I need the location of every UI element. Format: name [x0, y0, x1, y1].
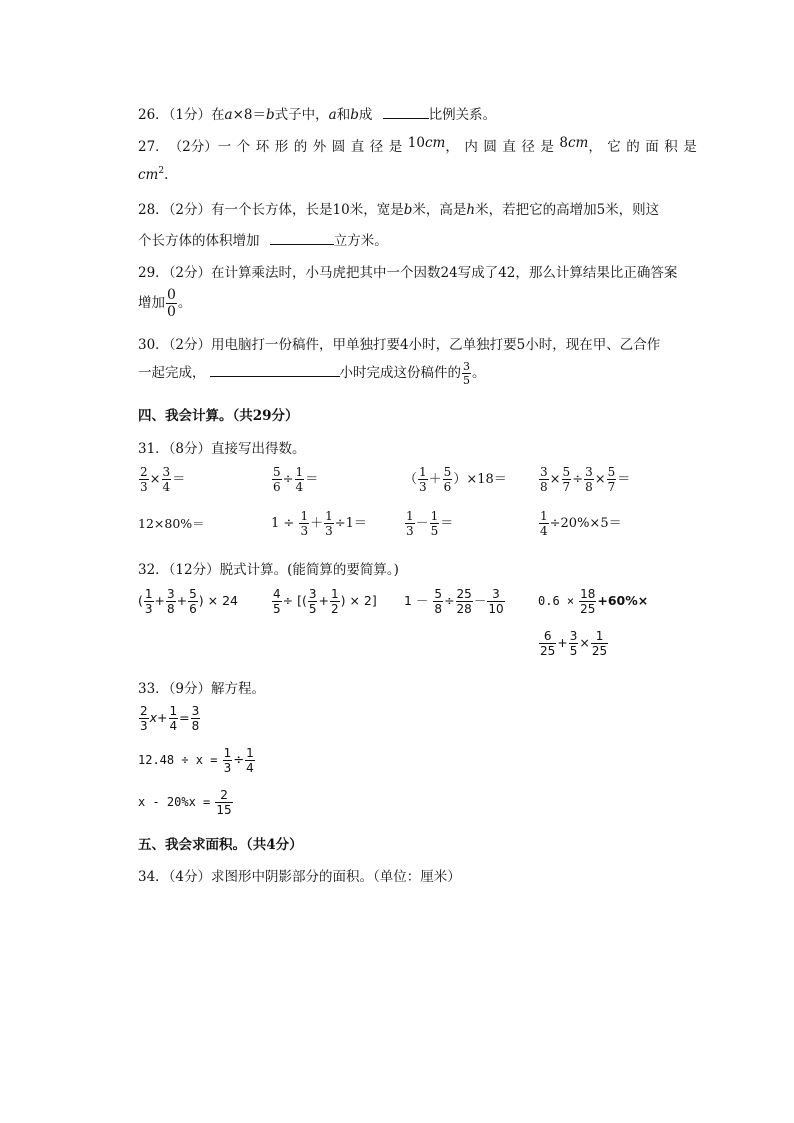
- numerator: 1: [540, 509, 548, 523]
- fraction: [215, 789, 232, 816]
- fraction: [169, 705, 179, 732]
- equals: ＝: [617, 472, 631, 487]
- denominator: 8: [585, 480, 593, 494]
- expression-mid: ÷ [(: [282, 593, 307, 608]
- denominator: 6: [189, 602, 197, 616]
- q30-text: 用电脑打一份稿件，甲单独打要4小时，乙单独打要5小时，现在甲、乙合作: [211, 337, 661, 353]
- denominator: 5: [569, 644, 578, 658]
- fraction: [139, 466, 149, 493]
- numerator: 1: [223, 746, 232, 760]
- q26-text: 成: [358, 107, 373, 123]
- q27-unit-line: [138, 166, 168, 183]
- q31-item-2: [271, 466, 318, 493]
- fraction: [166, 288, 177, 319]
- fraction: [584, 466, 594, 493]
- fraction: [539, 466, 549, 493]
- fraction: [191, 705, 201, 732]
- q28-line2: [138, 229, 388, 249]
- operator: +: [318, 593, 329, 608]
- operator: +: [176, 593, 188, 608]
- numerator: 1: [330, 587, 339, 601]
- var-b: b: [266, 107, 275, 123]
- fraction: [539, 510, 549, 537]
- q29-number: 29．: [138, 265, 169, 281]
- fraction: [562, 466, 572, 493]
- q26-text: ×8＝: [232, 107, 266, 123]
- q27-number: 27．: [138, 139, 169, 155]
- q28-text: 米，高是: [412, 202, 467, 218]
- numerator: 5: [189, 587, 197, 601]
- fraction: [139, 705, 149, 732]
- q32-expr-4-line2: [538, 630, 609, 657]
- denominator: 3: [300, 524, 309, 538]
- denominator: 3: [406, 524, 414, 538]
- fraction: [272, 466, 282, 493]
- expression-prefix: x - 20%x =: [138, 795, 211, 809]
- denominator: 28: [456, 602, 472, 616]
- numerator: 5: [273, 465, 281, 479]
- q28-text: 米，若把它的高增加5米，则这: [475, 202, 660, 218]
- fraction: [330, 588, 340, 615]
- q27-text: 一个环形的外圆直径是: [217, 139, 408, 155]
- q30-text: 。: [472, 365, 486, 381]
- equals: =: [179, 710, 190, 725]
- fraction: [579, 588, 596, 615]
- answer-blank[interactable]: [383, 106, 429, 119]
- numerator: 5: [434, 587, 443, 601]
- expression-mid: +60%×: [597, 593, 649, 608]
- var-x: x: [149, 710, 158, 725]
- fraction: [607, 466, 617, 493]
- exponent: 2: [158, 166, 165, 176]
- q30-line2: [138, 361, 486, 386]
- numerator: 5: [443, 465, 452, 479]
- denominator: 4: [295, 480, 304, 494]
- q31-item-5: 12×80%＝: [138, 516, 205, 531]
- denominator: 5: [430, 524, 439, 538]
- equals: ＝: [440, 516, 454, 531]
- operator: ÷: [233, 753, 245, 768]
- section-5-heading: 五、我会求面积。（共4分）: [138, 837, 303, 853]
- paren: ）: [453, 472, 467, 487]
- expression-tail: ÷1＝: [334, 516, 367, 531]
- numerator: 5: [607, 465, 616, 479]
- numerator: 6: [543, 629, 552, 643]
- numerator: 1: [295, 465, 304, 479]
- denominator: 5: [273, 602, 281, 616]
- var-a: a: [328, 107, 337, 123]
- denominator: 5: [463, 374, 470, 387]
- fraction: [405, 510, 415, 537]
- numerator: 3: [191, 704, 200, 718]
- denominator: 25: [591, 644, 608, 658]
- denominator: 3: [144, 602, 153, 616]
- numerator: 1: [419, 465, 427, 479]
- denominator: 3: [419, 480, 427, 494]
- numerator: 3: [492, 587, 500, 601]
- numerator: 1: [169, 704, 178, 718]
- paren: (: [138, 593, 143, 608]
- var-b: b: [403, 202, 413, 218]
- question-28: [138, 198, 659, 218]
- denominator: 25: [580, 602, 596, 616]
- operator: ＋: [428, 472, 442, 487]
- q28-score: （2分）: [168, 202, 212, 218]
- q33-heading: 33．（9分）解方程。: [138, 681, 266, 697]
- q31-item-6: [271, 510, 367, 537]
- q32-expr-4-line1: [538, 588, 648, 615]
- operator: －: [415, 516, 429, 531]
- q30-number: 30．: [138, 337, 169, 353]
- expression-tail: ×18＝: [466, 472, 507, 487]
- operator: ×: [594, 472, 606, 487]
- q28-text: 立方米。: [333, 233, 388, 249]
- unit-cm: cm: [424, 135, 446, 151]
- expression-tail: ) × 2]: [340, 593, 377, 608]
- operator: ＋: [310, 516, 324, 531]
- q33-equation-2: [138, 747, 256, 774]
- expression-tail: × 24: [207, 593, 239, 608]
- numerator: 3: [585, 465, 593, 479]
- fraction: [443, 466, 453, 493]
- fraction: [272, 588, 282, 615]
- equals: ＝: [305, 472, 319, 487]
- q27-text: ，它的面积是: [588, 139, 703, 155]
- denominator: 3: [140, 480, 148, 494]
- denominator: 7: [607, 480, 616, 494]
- numerator: 5: [562, 465, 571, 479]
- question-34: 34．（4分）求图形中阴影部分的面积。（单位：厘米）: [138, 869, 461, 885]
- q29-text: 。: [177, 295, 192, 311]
- expression-prefix: 1 －: [404, 593, 429, 608]
- fraction: [144, 588, 154, 615]
- fraction: [430, 510, 440, 537]
- fraction: [324, 510, 334, 537]
- var-b: b: [350, 107, 359, 123]
- denominator: 0: [167, 304, 176, 320]
- numerator: 3: [308, 587, 317, 601]
- denominator: 3: [325, 524, 333, 538]
- expression-prefix: 0.6 ×: [538, 594, 575, 608]
- question-29: [138, 261, 677, 281]
- q31-heading: 31．（8分）直接写出得数。: [138, 441, 306, 457]
- numerator: 1: [300, 509, 309, 523]
- paren: （: [404, 472, 418, 487]
- var-h: h: [466, 202, 476, 218]
- answer-blank[interactable]: [270, 232, 334, 245]
- operator: －: [473, 593, 487, 608]
- fraction: [539, 630, 556, 657]
- expression-tail: ÷20%×5＝: [549, 516, 622, 531]
- fraction: [418, 466, 428, 493]
- q27-inner-diameter: [559, 135, 588, 155]
- q27-text: .: [164, 167, 169, 183]
- denominator: 8: [167, 602, 175, 616]
- unit-cm: cm: [567, 135, 589, 151]
- fraction: [188, 588, 198, 615]
- numerator: 1: [406, 509, 414, 523]
- denominator: 15: [216, 803, 232, 817]
- q27-value: 8: [559, 135, 568, 151]
- numerator: 4: [273, 587, 281, 601]
- equals: ＝: [172, 472, 186, 487]
- q33-equation-1: [138, 705, 201, 732]
- question-27: [138, 135, 703, 155]
- q31-item-7: [404, 510, 453, 537]
- q29-text: 在计算乘法时，小马虎把其中一个因数24写成了42，那么计算结果比正确答案: [211, 265, 678, 281]
- question-26: [138, 103, 496, 123]
- numerator: 1: [246, 746, 254, 760]
- q30-text: 小时完成这份稿件的: [339, 365, 461, 381]
- q28-text: 个长方体的体积增加: [138, 233, 260, 249]
- fraction: [591, 630, 608, 657]
- q32-expr-3: [404, 588, 506, 615]
- denominator: 6: [273, 480, 281, 494]
- q26-text: 式子中，: [274, 107, 329, 123]
- paren: ): [198, 593, 204, 608]
- q30-score: （2分）: [168, 337, 212, 353]
- var-a: a: [224, 107, 233, 123]
- fraction: [456, 588, 473, 615]
- q26-text: 和: [336, 107, 351, 123]
- denominator: 2: [330, 602, 339, 616]
- q27-value: 10: [407, 135, 425, 151]
- fraction: [166, 588, 176, 615]
- q30-text: 一起完成，: [138, 365, 206, 381]
- operator: ×: [579, 635, 590, 650]
- denominator: 5: [308, 602, 317, 616]
- q29-line2: [138, 288, 191, 319]
- fraction: [162, 466, 172, 493]
- denominator: 3: [140, 719, 148, 733]
- q27-outer-diameter: [408, 135, 446, 155]
- denominator: 8: [191, 719, 200, 733]
- q27-text: ，内圆直径是: [445, 139, 560, 155]
- numerator: 18: [580, 587, 596, 601]
- denominator: 7: [562, 480, 571, 494]
- q26-score: （1分）: [168, 107, 212, 123]
- denominator: 4: [540, 524, 548, 538]
- expression-prefix: 12.48 ÷ x =: [138, 753, 218, 767]
- denominator: 4: [162, 480, 171, 494]
- operator: +: [154, 593, 166, 608]
- q31-item-8: [538, 510, 622, 537]
- fraction: [487, 588, 504, 615]
- fraction: [569, 630, 579, 657]
- denominator: 4: [246, 761, 254, 775]
- operator: +: [557, 635, 568, 650]
- numerator: 2: [140, 704, 148, 718]
- q32-expr-2: [271, 588, 377, 615]
- fraction: [433, 588, 443, 615]
- numerator: 3: [540, 465, 548, 479]
- q32-heading: 32．（12分）脱式计算。(能简算的要简算。): [138, 562, 399, 578]
- q28-text: 有一个长方体，长是10米，宽是: [211, 202, 404, 218]
- answer-blank[interactable]: [210, 364, 340, 377]
- operator: ÷: [444, 593, 455, 608]
- q29-score: （2分）: [168, 265, 212, 281]
- operator: ÷: [572, 472, 584, 487]
- q26-text: 在: [211, 107, 225, 123]
- numerator: 3: [569, 629, 578, 643]
- numerator: 1: [430, 509, 439, 523]
- fraction: [299, 510, 309, 537]
- operator: +: [157, 710, 168, 725]
- section-4-heading: 四、我会计算。（共29分）: [138, 408, 299, 424]
- q26-text: 比例关系。: [428, 107, 497, 123]
- denominator: 25: [540, 644, 556, 658]
- q29-text: 增加: [138, 295, 165, 311]
- q31-item-3: [404, 466, 507, 493]
- numerator: 1: [325, 509, 333, 523]
- fraction: [462, 361, 471, 386]
- fraction: [308, 588, 318, 615]
- operator: ÷: [282, 472, 294, 487]
- denominator: 8: [434, 602, 443, 616]
- q32-expr-1: [138, 588, 238, 615]
- q28-number: 28．: [138, 202, 169, 218]
- denominator: 10: [488, 602, 504, 616]
- numerator: 2: [220, 788, 228, 802]
- q31-item-4: [538, 466, 630, 493]
- expression-prefix: 1 ÷: [271, 516, 299, 531]
- unit-cm: cm: [138, 167, 159, 183]
- q33-equation-3: [138, 789, 234, 816]
- numerator: 2: [140, 465, 148, 479]
- q27-score: （2分）: [168, 139, 218, 155]
- denominator: 3: [223, 761, 232, 775]
- numerator: 0: [167, 287, 176, 303]
- operator: ×: [149, 472, 161, 487]
- denominator: 6: [443, 480, 452, 494]
- numerator: 3: [162, 465, 171, 479]
- q26-number: 26．: [138, 107, 169, 123]
- numerator: 1: [144, 587, 153, 601]
- numerator: 25: [456, 587, 472, 601]
- fraction: [245, 747, 255, 774]
- numerator: 1: [595, 629, 604, 643]
- numerator: 3: [167, 587, 175, 601]
- numerator: 3: [463, 360, 470, 373]
- q31-item-1: [138, 466, 185, 493]
- operator: ×: [549, 472, 561, 487]
- fraction: [295, 466, 305, 493]
- question-30: [138, 333, 660, 353]
- denominator: 4: [169, 719, 178, 733]
- denominator: 8: [540, 480, 548, 494]
- fraction: [223, 747, 233, 774]
